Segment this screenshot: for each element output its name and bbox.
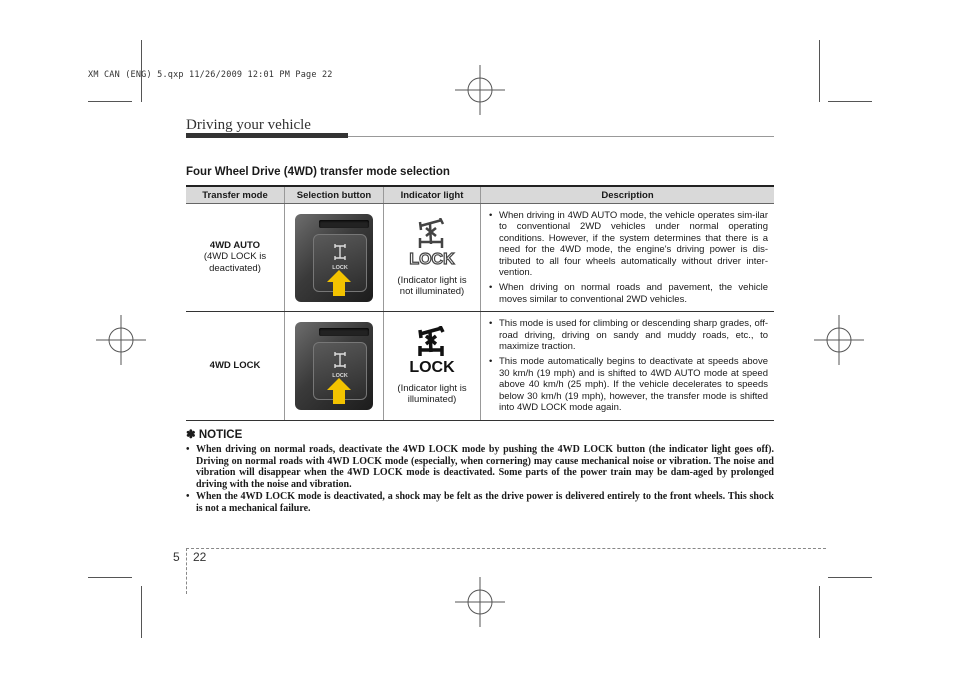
arrow-icon [327,270,351,282]
indicator-lock-text: LOCK [409,359,455,375]
4wd-lock-indicator-icon [402,326,462,374]
button-rail [319,328,369,336]
button-rail [319,220,369,228]
column-header: Selection button [285,186,384,204]
registration-mark-bottom [455,577,505,627]
transfer-mode-table [186,185,774,421]
crop-mark [819,40,820,102]
page-number: 22 [193,550,207,564]
description-item: • This mode automatically begins to deactivate at speeds above 30 km/h (19 mph) and is shifted to 4WD AUTO mode at speed above 40 km/h (25 mph). If the vehicle decelerates to speeds below 30 km/h (19 mph), however, the transfer mode is shifted into 4WD LOCK mode again. [489,356,768,413]
indicator-caption: (Indicator light is illuminated) [397,383,467,406]
4wd-lock-indicator-icon [402,218,462,266]
mode-name: 4WD LOCK [209,360,261,372]
registration-mark-top [455,65,505,115]
description-item: • When driving in 4WD AUTO mode, the vehicle operates sim-ilar to conventional 2WD vehicles under normal operating conditions. However, if the system determines that there is a need for the 4WD mode, the engine's driving power is dis-tributed to all four wheels automatically without driver inter-vention. [489,210,768,278]
4wd-lock-button-image [295,214,373,302]
registration-mark-left [96,315,146,365]
crop-mark [828,577,872,578]
table-row [186,204,774,312]
description-list [489,318,768,413]
indicator-cell [384,312,481,420]
print-slug: XM CAN (ENG) 5.qxp 11/26/2009 12:01 PM Page 22 [88,70,333,80]
notice-block [186,430,774,515]
indicator-caption: (Indicator light is not illuminated) [397,275,467,298]
column-header: Indicator light [384,186,481,204]
mode-note: (4WD LOCK is deactivated) [203,251,267,275]
notice-list [186,444,774,515]
indicator-cell [384,204,481,312]
footer-rule [186,548,826,549]
description-item: • When driving on normal roads and pavement, the vehicle moves similar to conventional 2WD vehicles. [489,282,768,305]
header-bar [186,133,348,138]
crop-mark [88,577,132,578]
mode-cell [186,204,285,312]
4wd-icon [332,351,348,371]
page-header-title: Driving your vehicle [186,117,311,133]
section-number: 5 [173,550,180,564]
crop-mark [828,101,872,102]
button-cell [285,204,384,312]
column-header: Transfer mode [186,186,285,204]
arrow-stem [333,390,345,404]
4wd-lock-button-image [295,322,373,410]
crop-mark [819,586,820,638]
mode-cell [186,312,285,420]
crop-mark [141,586,142,638]
table-row [186,312,774,420]
arrow-stem [333,282,345,296]
button-cell [285,312,384,420]
description-item: • This mode is used for climbing or descending sharp grades, off-road driving, driving on sandy and muddy roads, etc., to maximize traction. [489,318,768,352]
button-lock-label: LOCK [332,264,348,271]
notice-item: • When driving on normal roads, deactivate the 4WD LOCK mode by pushing the 4WD LOCK button (the indicator light goes off). Driving on normal roads with 4WD LOCK mode (especially, when cornering) may cause mechanical noise or vibration. The noise and vibration will disappear when the 4WD LOCK mode is deactivated. Some parts of the power train may be dam-aged by prolonged driving with the noise and vibration. [186,444,774,491]
description-cell [481,204,775,312]
description-cell [481,312,775,420]
4wd-icon [332,243,348,263]
table-header-row [186,186,774,204]
notice-title: ✽ NOTICE [186,429,243,441]
footer-divider [186,548,187,594]
registration-mark-right [814,315,864,365]
notice-item: • When the 4WD LOCK mode is deactivated, a shock may be felt as the drive power is delivered entirely to the front wheels. This shock is not a mechanical failure. [186,491,774,515]
section-title: Four Wheel Drive (4WD) transfer mode selection [186,166,450,178]
crop-mark [88,101,132,102]
indicator-lock-text: LOCK [409,251,455,267]
mode-name: 4WD AUTO [209,240,261,252]
column-header: Description [481,186,775,204]
description-list [489,210,768,305]
button-lock-label: LOCK [332,372,348,379]
arrow-icon [327,378,351,390]
